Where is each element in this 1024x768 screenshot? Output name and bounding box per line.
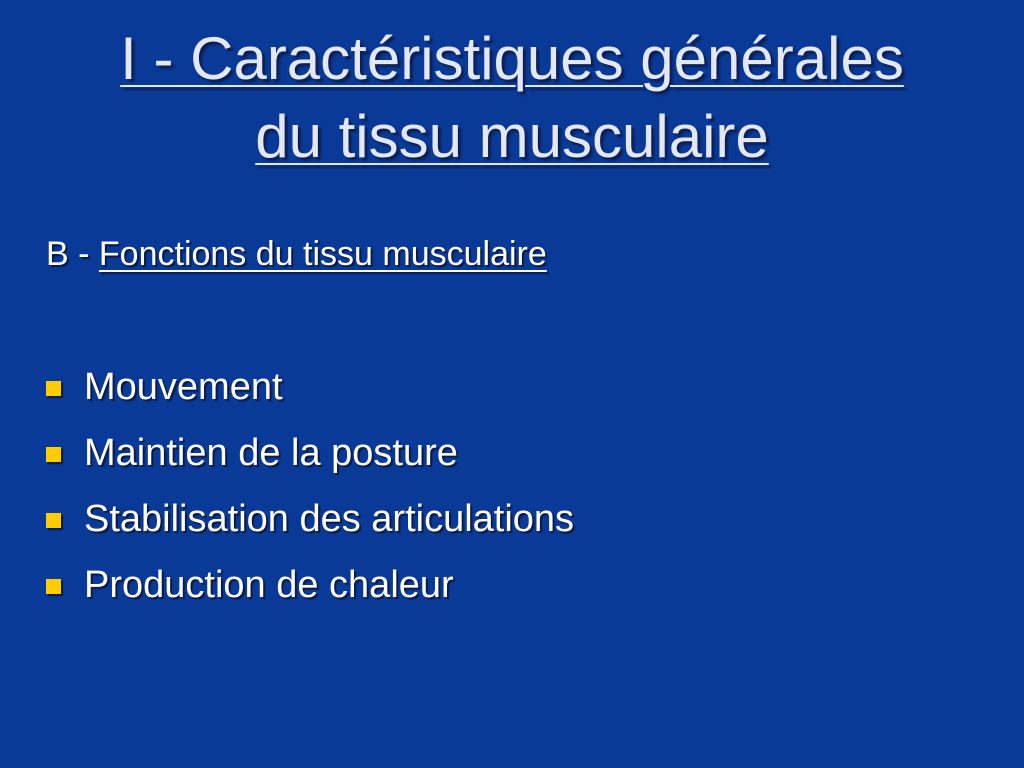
- square-bullet-icon: [46, 381, 61, 396]
- bullet-text: Mouvement: [84, 366, 283, 408]
- title-line-1: [0, 20, 1024, 98]
- subheading-link-text: Fonctions du tissu musculaire: [98, 235, 547, 273]
- title-line-2-text: du tissu musculaire: [255, 103, 769, 170]
- title-line-2: [0, 98, 1024, 176]
- square-bullet-icon: [46, 447, 61, 462]
- square-bullet-icon: [46, 579, 61, 594]
- bullet-text: Production de chaleur: [84, 564, 454, 606]
- slide-title: [0, 20, 1024, 176]
- title-line-1-text: I - Caractéristiques générales: [120, 25, 904, 92]
- subheading-prefix: B -: [46, 235, 99, 273]
- square-bullet-icon: [46, 513, 61, 528]
- bullet-text: Stabilisation des articulations: [84, 498, 575, 540]
- bullet-text: Maintien de la posture: [84, 432, 458, 474]
- section-subheading: [46, 232, 547, 276]
